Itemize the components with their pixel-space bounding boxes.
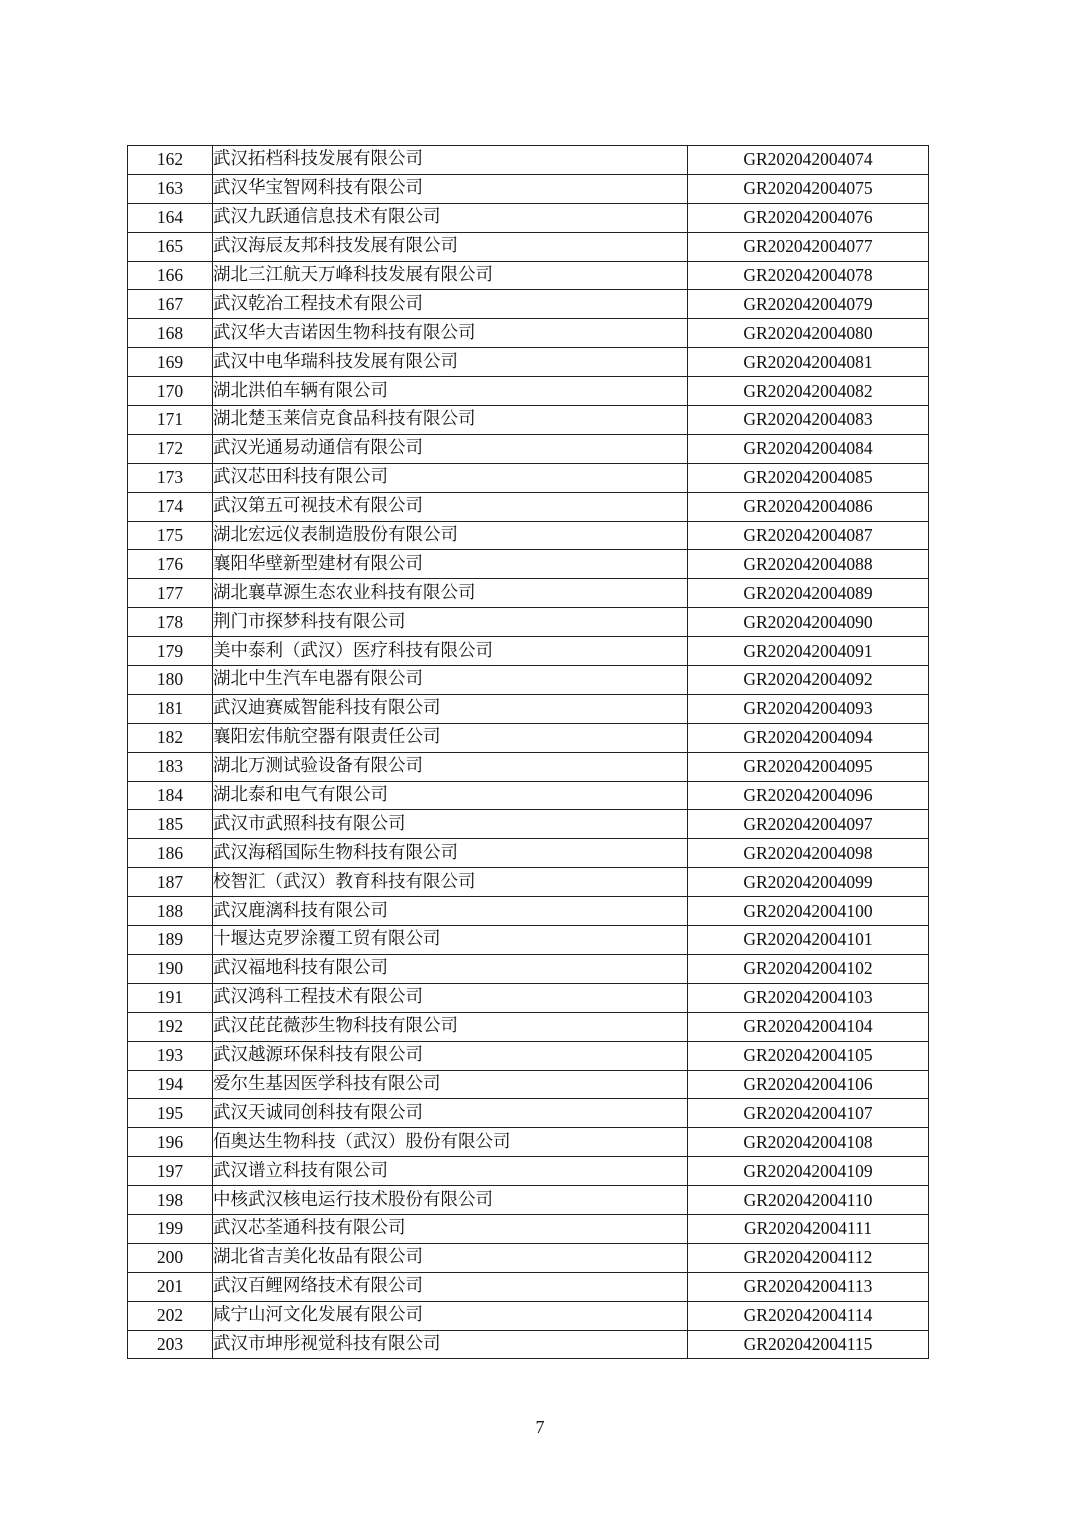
- table-row: [128, 1243, 929, 1272]
- row-number-cell: 170: [128, 377, 213, 406]
- table-row: [128, 666, 929, 695]
- certificate-code-cell: GR202042004103: [688, 983, 929, 1012]
- certificate-code-cell: GR202042004106: [688, 1070, 929, 1099]
- company-name-cell: 武汉芯田科技有限公司: [213, 463, 688, 492]
- table-row: [128, 810, 929, 839]
- certificate-code-cell: GR202042004107: [688, 1099, 929, 1128]
- row-number-cell: 203: [128, 1330, 213, 1359]
- table-row: [128, 348, 929, 377]
- row-number-cell: 186: [128, 839, 213, 868]
- certificate-code-cell: GR202042004079: [688, 290, 929, 319]
- table-row: [128, 1272, 929, 1301]
- company-name-cell: 武汉芘芘薇莎生物科技有限公司: [213, 1012, 688, 1041]
- company-name-cell: 武汉中电华瑞科技发展有限公司: [213, 348, 688, 377]
- row-number-cell: 202: [128, 1301, 213, 1330]
- row-number-cell: 184: [128, 781, 213, 810]
- table-row: [128, 377, 929, 406]
- certificate-code-cell: GR202042004114: [688, 1301, 929, 1330]
- certificate-code-cell: GR202042004108: [688, 1128, 929, 1157]
- row-number-cell: 168: [128, 319, 213, 348]
- table-row: [128, 1301, 929, 1330]
- row-number-cell: 163: [128, 174, 213, 203]
- row-number-cell: 189: [128, 926, 213, 955]
- table-row: [128, 261, 929, 290]
- company-name-cell: 荆门市探梦科技有限公司: [213, 608, 688, 637]
- table-row: [128, 868, 929, 897]
- row-number-cell: 197: [128, 1157, 213, 1186]
- row-number-cell: 167: [128, 290, 213, 319]
- company-name-cell: 爱尔生基因医学科技有限公司: [213, 1070, 688, 1099]
- company-name-cell: 武汉光通易动通信有限公司: [213, 434, 688, 463]
- certificate-code-cell: GR202042004088: [688, 550, 929, 579]
- table-row: [128, 637, 929, 666]
- certificate-code-cell: GR202042004102: [688, 954, 929, 983]
- company-name-cell: 湖北中生汽车电器有限公司: [213, 666, 688, 695]
- table-row: [128, 752, 929, 781]
- company-name-cell: 中核武汉核电运行技术股份有限公司: [213, 1186, 688, 1215]
- company-name-cell: 湖北万测试验设备有限公司: [213, 752, 688, 781]
- certificate-code-cell: GR202042004087: [688, 521, 929, 550]
- company-name-cell: 湖北楚玉莱信克食品科技有限公司: [213, 406, 688, 435]
- table-row: [128, 579, 929, 608]
- company-name-cell: 武汉市武照科技有限公司: [213, 810, 688, 839]
- certificate-code-cell: GR202042004110: [688, 1186, 929, 1215]
- row-number-cell: 165: [128, 232, 213, 261]
- company-table: [127, 145, 929, 1359]
- company-name-cell: 武汉天诚同创科技有限公司: [213, 1099, 688, 1128]
- table-row: [128, 954, 929, 983]
- certificate-code-cell: GR202042004089: [688, 579, 929, 608]
- company-name-cell: 武汉第五可视技术有限公司: [213, 492, 688, 521]
- certificate-code-cell: GR202042004096: [688, 781, 929, 810]
- certificate-code-cell: GR202042004076: [688, 203, 929, 232]
- certificate-code-cell: GR202042004105: [688, 1041, 929, 1070]
- company-name-cell: 武汉芯荃通科技有限公司: [213, 1214, 688, 1243]
- row-number-cell: 178: [128, 608, 213, 637]
- table-row: [128, 406, 929, 435]
- company-name-cell: 武汉华宝智网科技有限公司: [213, 174, 688, 203]
- row-number-cell: 180: [128, 666, 213, 695]
- company-name-cell: 校智汇（武汉）教育科技有限公司: [213, 868, 688, 897]
- company-name-cell: 武汉海稻国际生物科技有限公司: [213, 839, 688, 868]
- row-number-cell: 198: [128, 1186, 213, 1215]
- company-name-cell: 武汉鸿科工程技术有限公司: [213, 983, 688, 1012]
- row-number-cell: 169: [128, 348, 213, 377]
- certificate-code-cell: GR202042004101: [688, 926, 929, 955]
- row-number-cell: 174: [128, 492, 213, 521]
- table-row: [128, 319, 929, 348]
- certificate-code-cell: GR202042004085: [688, 463, 929, 492]
- table-row: [128, 492, 929, 521]
- certificate-code-cell: GR202042004115: [688, 1330, 929, 1359]
- row-number-cell: 199: [128, 1214, 213, 1243]
- certificate-code-cell: GR202042004097: [688, 810, 929, 839]
- row-number-cell: 185: [128, 810, 213, 839]
- certificate-code-cell: GR202042004095: [688, 752, 929, 781]
- table-row: [128, 1214, 929, 1243]
- row-number-cell: 175: [128, 521, 213, 550]
- company-name-cell: 佰奥达生物科技（武汉）股份有限公司: [213, 1128, 688, 1157]
- table-row: [128, 1012, 929, 1041]
- row-number-cell: 171: [128, 406, 213, 435]
- company-name-cell: 襄阳华壁新型建材有限公司: [213, 550, 688, 579]
- certificate-code-cell: GR202042004098: [688, 839, 929, 868]
- table-row: [128, 694, 929, 723]
- certificate-code-cell: GR202042004100: [688, 897, 929, 926]
- certificate-code-cell: GR202042004093: [688, 694, 929, 723]
- certificate-code-cell: GR202042004081: [688, 348, 929, 377]
- table-row: [128, 290, 929, 319]
- certificate-code-cell: GR202042004078: [688, 261, 929, 290]
- table-row: [128, 781, 929, 810]
- table-row: [128, 463, 929, 492]
- company-name-cell: 武汉谱立科技有限公司: [213, 1157, 688, 1186]
- company-name-cell: 武汉市坤彤视觉科技有限公司: [213, 1330, 688, 1359]
- table-row: [128, 723, 929, 752]
- row-number-cell: 182: [128, 723, 213, 752]
- company-name-cell: 湖北宏远仪表制造股份有限公司: [213, 521, 688, 550]
- certificate-code-cell: GR202042004083: [688, 406, 929, 435]
- company-name-cell: 武汉鹿漓科技有限公司: [213, 897, 688, 926]
- certificate-code-cell: GR202042004094: [688, 723, 929, 752]
- company-name-cell: 武汉拓档科技发展有限公司: [213, 146, 688, 175]
- company-name-cell: 武汉越源环保科技有限公司: [213, 1041, 688, 1070]
- row-number-cell: 179: [128, 637, 213, 666]
- row-number-cell: 200: [128, 1243, 213, 1272]
- certificate-code-cell: GR202042004109: [688, 1157, 929, 1186]
- row-number-cell: 172: [128, 434, 213, 463]
- company-name-cell: 武汉百鲤网络技术有限公司: [213, 1272, 688, 1301]
- company-name-cell: 湖北襄草源生态农业科技有限公司: [213, 579, 688, 608]
- company-name-cell: 武汉海辰友邦科技发展有限公司: [213, 232, 688, 261]
- row-number-cell: 181: [128, 694, 213, 723]
- row-number-cell: 177: [128, 579, 213, 608]
- table-row: [128, 1157, 929, 1186]
- certificate-code-cell: GR202042004084: [688, 434, 929, 463]
- row-number-cell: 190: [128, 954, 213, 983]
- certificate-code-cell: GR202042004092: [688, 666, 929, 695]
- table-row: [128, 550, 929, 579]
- row-number-cell: 194: [128, 1070, 213, 1099]
- certificate-code-cell: GR202042004112: [688, 1243, 929, 1272]
- certificate-code-cell: GR202042004104: [688, 1012, 929, 1041]
- table-row: [128, 839, 929, 868]
- table-row: [128, 232, 929, 261]
- table-row: [128, 926, 929, 955]
- table-row: [128, 1128, 929, 1157]
- certificate-code-cell: GR202042004080: [688, 319, 929, 348]
- table-row: [128, 897, 929, 926]
- row-number-cell: 193: [128, 1041, 213, 1070]
- certificate-code-cell: GR202042004099: [688, 868, 929, 897]
- table-row: [128, 174, 929, 203]
- row-number-cell: 201: [128, 1272, 213, 1301]
- company-name-cell: 咸宁山河文化发展有限公司: [213, 1301, 688, 1330]
- table-row: [128, 1330, 929, 1359]
- company-name-cell: 美中泰利（武汉）医疗科技有限公司: [213, 637, 688, 666]
- company-name-cell: 武汉迪赛威智能科技有限公司: [213, 694, 688, 723]
- certificate-code-cell: GR202042004075: [688, 174, 929, 203]
- row-number-cell: 191: [128, 983, 213, 1012]
- row-number-cell: 164: [128, 203, 213, 232]
- company-name-cell: 武汉福地科技有限公司: [213, 954, 688, 983]
- company-name-cell: 湖北省吉美化妆品有限公司: [213, 1243, 688, 1272]
- row-number-cell: 173: [128, 463, 213, 492]
- table-row: [128, 434, 929, 463]
- table-row: [128, 983, 929, 1012]
- row-number-cell: 183: [128, 752, 213, 781]
- row-number-cell: 166: [128, 261, 213, 290]
- certificate-code-cell: GR202042004086: [688, 492, 929, 521]
- table-row: [128, 1186, 929, 1215]
- certificate-code-cell: GR202042004090: [688, 608, 929, 637]
- company-name-cell: 湖北洪伯车辆有限公司: [213, 377, 688, 406]
- row-number-cell: 188: [128, 897, 213, 926]
- table-row: [128, 1041, 929, 1070]
- table-row: [128, 608, 929, 637]
- table-row: [128, 203, 929, 232]
- table-row: [128, 521, 929, 550]
- certificate-code-cell: GR202042004082: [688, 377, 929, 406]
- table-row: [128, 1070, 929, 1099]
- certificate-code-cell: GR202042004113: [688, 1272, 929, 1301]
- company-name-cell: 湖北三江航天万峰科技发展有限公司: [213, 261, 688, 290]
- page-number: 7: [535, 1417, 545, 1437]
- table-row: [128, 1099, 929, 1128]
- company-name-cell: 武汉乾冶工程技术有限公司: [213, 290, 688, 319]
- row-number-cell: 192: [128, 1012, 213, 1041]
- row-number-cell: 196: [128, 1128, 213, 1157]
- certificate-code-cell: GR202042004111: [688, 1214, 929, 1243]
- row-number-cell: 195: [128, 1099, 213, 1128]
- table-row: [128, 146, 929, 175]
- company-name-cell: 武汉华大吉诺因生物科技有限公司: [213, 319, 688, 348]
- certificate-code-cell: GR202042004091: [688, 637, 929, 666]
- row-number-cell: 162: [128, 146, 213, 175]
- company-name-cell: 武汉九跃通信息技术有限公司: [213, 203, 688, 232]
- row-number-cell: 187: [128, 868, 213, 897]
- certificate-code-cell: GR202042004077: [688, 232, 929, 261]
- company-name-cell: 十堰达克罗涂覆工贸有限公司: [213, 926, 688, 955]
- certificate-code-cell: GR202042004074: [688, 146, 929, 175]
- company-table-body: [128, 146, 929, 1359]
- company-name-cell: 襄阳宏伟航空器有限责任公司: [213, 723, 688, 752]
- company-name-cell: 湖北泰和电气有限公司: [213, 781, 688, 810]
- row-number-cell: 176: [128, 550, 213, 579]
